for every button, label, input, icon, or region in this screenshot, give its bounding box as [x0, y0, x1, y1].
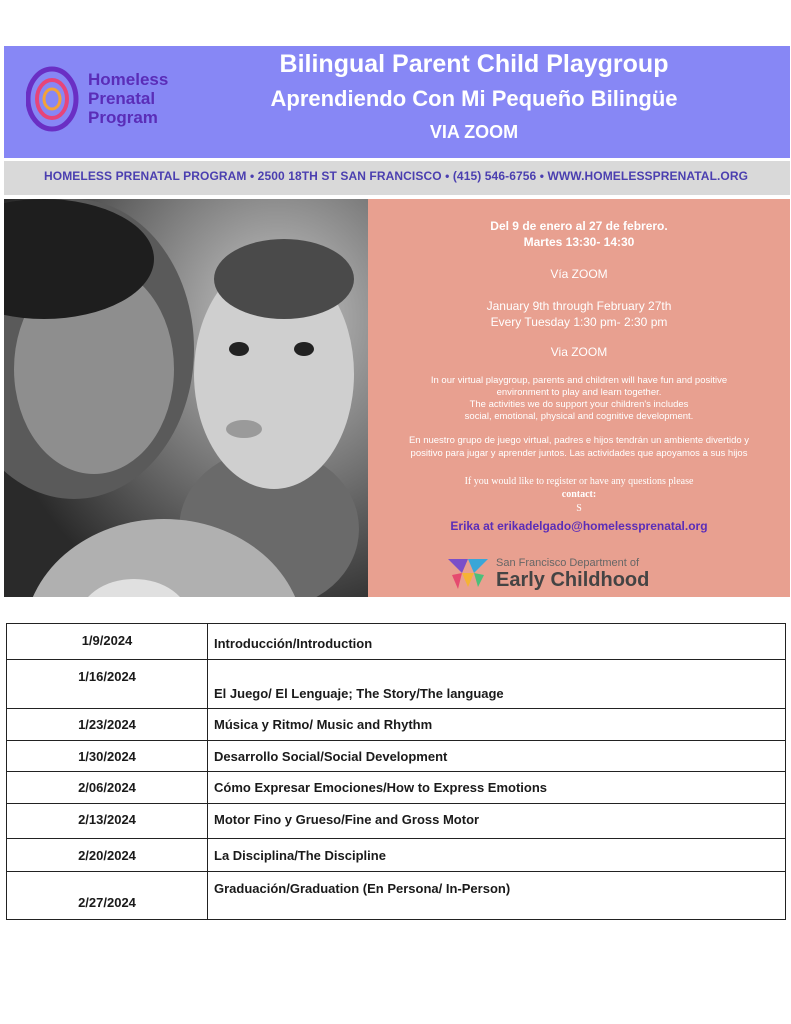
es-via: Vía ZOOM [550, 267, 608, 281]
session-date: 2/13/2024 [7, 804, 208, 839]
info-panel [368, 199, 790, 597]
table-row [7, 872, 786, 920]
table-row [7, 660, 786, 709]
dept-logo-icon [448, 559, 492, 589]
session-topic: Motor Fino y Grueso/Fine and Gross Motor [208, 804, 786, 839]
register-es: S [576, 503, 582, 514]
en-desc-1: In our virtual playgroup, parents and children will have fun and positive [430, 375, 728, 386]
session-date: 2/27/2024 [7, 872, 208, 920]
logo-line-2: Prenatal [88, 89, 156, 108]
en-desc-3: The activities we do support your children's includes [469, 399, 689, 410]
session-topic: La Disciplina/The Discipline [208, 839, 786, 872]
session-date: 2/20/2024 [7, 839, 208, 872]
homeless-prenatal-logo [26, 66, 186, 136]
address-text: HOMELESS PRENATAL PROGRAM • 2500 18TH ST SAN FRANCISCO • (415) 546-6756 • WWW.HOMELESSPRENATAL.ORG [44, 169, 749, 183]
contact-email[interactable]: Erika at erikadelgado@homelessprenatal.org [450, 519, 708, 533]
title-english: Bilingual Parent Child Playgroup [279, 50, 669, 78]
session-topic: Cómo Expresar Emociones/How to Express Emotions [208, 772, 786, 804]
session-date: 1/16/2024 [7, 660, 208, 709]
session-topic: Música y Ritmo/ Music and Rhythm [208, 709, 786, 741]
en-dates: January 9th through February 27th [486, 299, 672, 313]
session-topic: Graduación/Graduation (En Persona/ In-Person) [208, 872, 786, 920]
parent-child-photo [4, 199, 368, 597]
session-topic: Introducción/Introduction [208, 624, 786, 660]
en-desc-2: environment to play and learn together. [496, 387, 662, 398]
table-row [7, 741, 786, 772]
logo-circle-icon [26, 66, 82, 132]
session-topic: Desarrollo Social/Social Development [208, 741, 786, 772]
dept-top-text: San Francisco Department of [496, 557, 640, 569]
session-date: 2/06/2024 [7, 772, 208, 804]
session-date: 1/9/2024 [7, 624, 208, 660]
register-en-1: If you would like to register or have any questions please [464, 476, 694, 487]
dept-main-text: Early Childhood [496, 569, 650, 591]
address-bar [4, 161, 790, 195]
es-dates: Del 9 de enero al 27 de febrero. [490, 219, 668, 233]
es-desc-2: positivo para jugar y aprender juntos. Las actividades que apoyamos a sus hijos [410, 448, 748, 459]
session-topic: El Juego/ El Lenguaje; The Story/The language [208, 660, 786, 709]
table-row [7, 709, 786, 741]
table-row [7, 804, 786, 839]
es-desc-1: En nuestro grupo de juego virtual, padres e hijos tendrán un ambiente divertido y [408, 435, 750, 446]
session-date: 1/30/2024 [7, 741, 208, 772]
table-row [7, 624, 786, 660]
table-row [7, 839, 786, 872]
title-spanish: Aprendiendo Con Mi Pequeño Bilingüe [270, 86, 678, 111]
photo-illustration [4, 199, 368, 597]
schedule-table [6, 623, 786, 920]
header-banner [4, 46, 790, 158]
sf-dept-early-childhood-logo [448, 557, 728, 593]
en-time: Every Tuesday 1:30 pm- 2:30 pm [490, 315, 668, 329]
logo-line-3: Program [88, 108, 158, 127]
en-via: Via ZOOM [550, 345, 608, 359]
register-en-2: contact: [561, 489, 597, 500]
table-row [7, 772, 786, 804]
en-desc-4: social, emotional, physical and cognitive development. [464, 411, 694, 422]
session-date: 1/23/2024 [7, 709, 208, 741]
logo-line-1: Homeless [88, 70, 169, 89]
es-time: Martes 13:30- 14:30 [523, 235, 635, 249]
title-via-zoom: VIA ZOOM [429, 122, 519, 142]
